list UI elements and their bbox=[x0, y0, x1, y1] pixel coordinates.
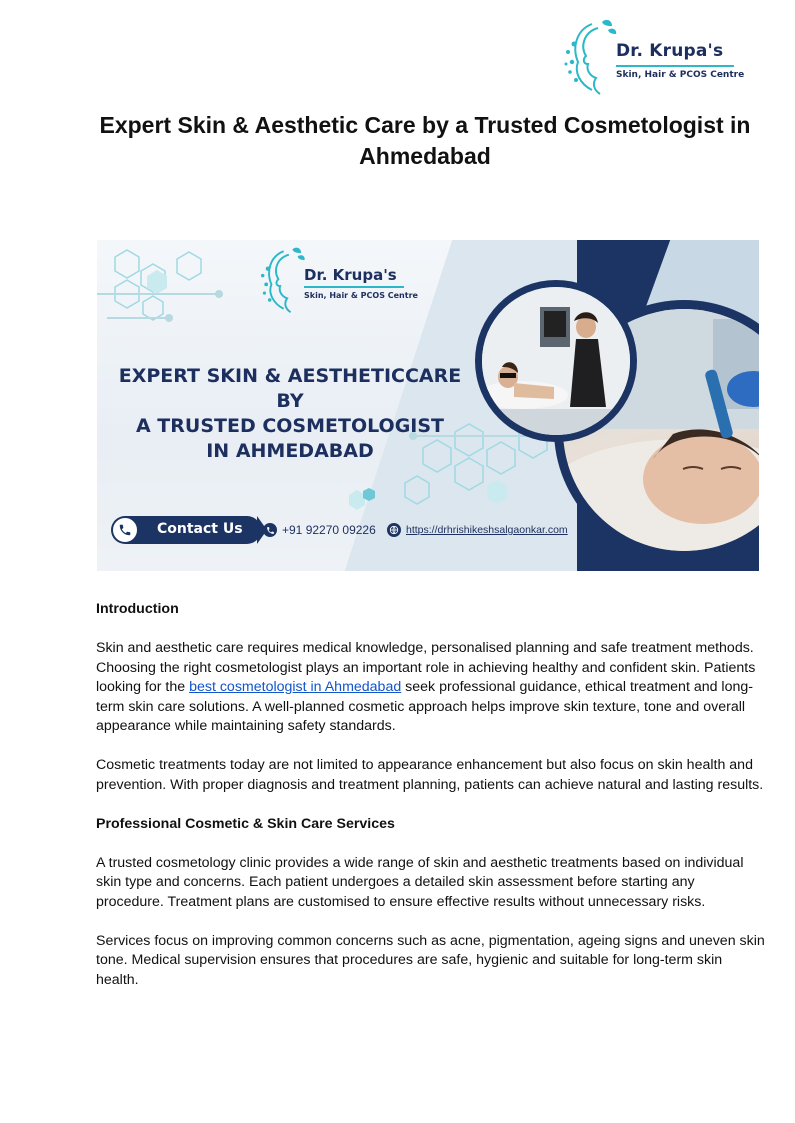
intro-paragraph-1: Skin and aesthetic care requires medical knowledge, personalised planning and safe treatment methods. Choosing the right cosmetologist plays an important role in achieving healthy and confident skin. Patients looking for the best cosmetologist in Ahmedabad seek professional guidance, ethical treatment and long-term skin care solutions. A well-planned cosmetic approach helps improve skin texture, tone and overall appearance while maintaining safety standards. bbox=[96, 640, 756, 734]
website-url: https://drhrishikeshsalgaonkar.com bbox=[406, 524, 568, 536]
face-profile-logo-icon bbox=[562, 18, 624, 96]
banner-logo-name: Dr. Krupa's bbox=[304, 266, 397, 284]
services-heading: Professional Cosmetic & Skin Care Services bbox=[96, 815, 395, 832]
page-title: Expert Skin & Aesthetic Care by a Trusted Cosmetologist in Ahmedabad bbox=[99, 112, 751, 169]
logo-divider bbox=[616, 65, 734, 67]
banner-phone[interactable] bbox=[263, 521, 376, 539]
banner-logo-tagline: Skin, Hair & PCOS Centre bbox=[304, 291, 418, 300]
hero-banner bbox=[97, 240, 759, 571]
contact-us-label: Contact Us bbox=[157, 521, 243, 537]
banner-logo-divider bbox=[304, 286, 404, 288]
phone-icon bbox=[112, 517, 138, 543]
article-body bbox=[96, 600, 766, 990]
intro-heading: Introduction bbox=[96, 601, 179, 617]
phone-number: +91 92270 09226 bbox=[282, 523, 376, 537]
services-paragraph-2: Services focus on improving common concerns such as acne, pigmentation, ageing signs and uneven skin tone. Medical supervision ensures that procedures are safe, hygienic and suitable for long-term skin health. bbox=[96, 932, 765, 988]
services-paragraph-1: A trusted cosmetology clinic provides a wide range of skin and aesthetic treatments based on individual skin type and concerns. Each patient undergoes a detailed skin assessment before starting any procedure. Treatment plans are customised to ensure effective results without unnecessary risks. bbox=[96, 854, 744, 910]
banner-website[interactable] bbox=[387, 521, 568, 539]
logo-name: Dr. Krupa's bbox=[616, 41, 724, 61]
globe-icon bbox=[387, 523, 401, 537]
laser-treatment-photo-frame bbox=[475, 280, 637, 442]
intro-paragraph-2: Cosmetic treatments today are not limited to appearance enhancement but also focus on skin health and prevention. With proper diagnosis and treatment planning, patients can achieve natural and lasting results. bbox=[96, 757, 764, 793]
laser-treatment-illustration bbox=[482, 287, 630, 435]
logo-tagline: Skin, Hair & PCOS Centre bbox=[616, 70, 745, 80]
phone-small-icon bbox=[263, 523, 277, 537]
laser-treatment-photo bbox=[482, 287, 630, 435]
banner-headline: EXPERT SKIN & AESTHETICCARE BY A TRUSTED COSMETOLOGIST IN AHMEDABAD bbox=[118, 365, 462, 462]
best-cosmetologist-link[interactable]: best cosmetologist in Ahmedabad bbox=[189, 679, 402, 695]
banner-logo bbox=[257, 246, 437, 316]
clinic-logo bbox=[562, 18, 745, 96]
contact-us-button[interactable] bbox=[111, 516, 261, 544]
